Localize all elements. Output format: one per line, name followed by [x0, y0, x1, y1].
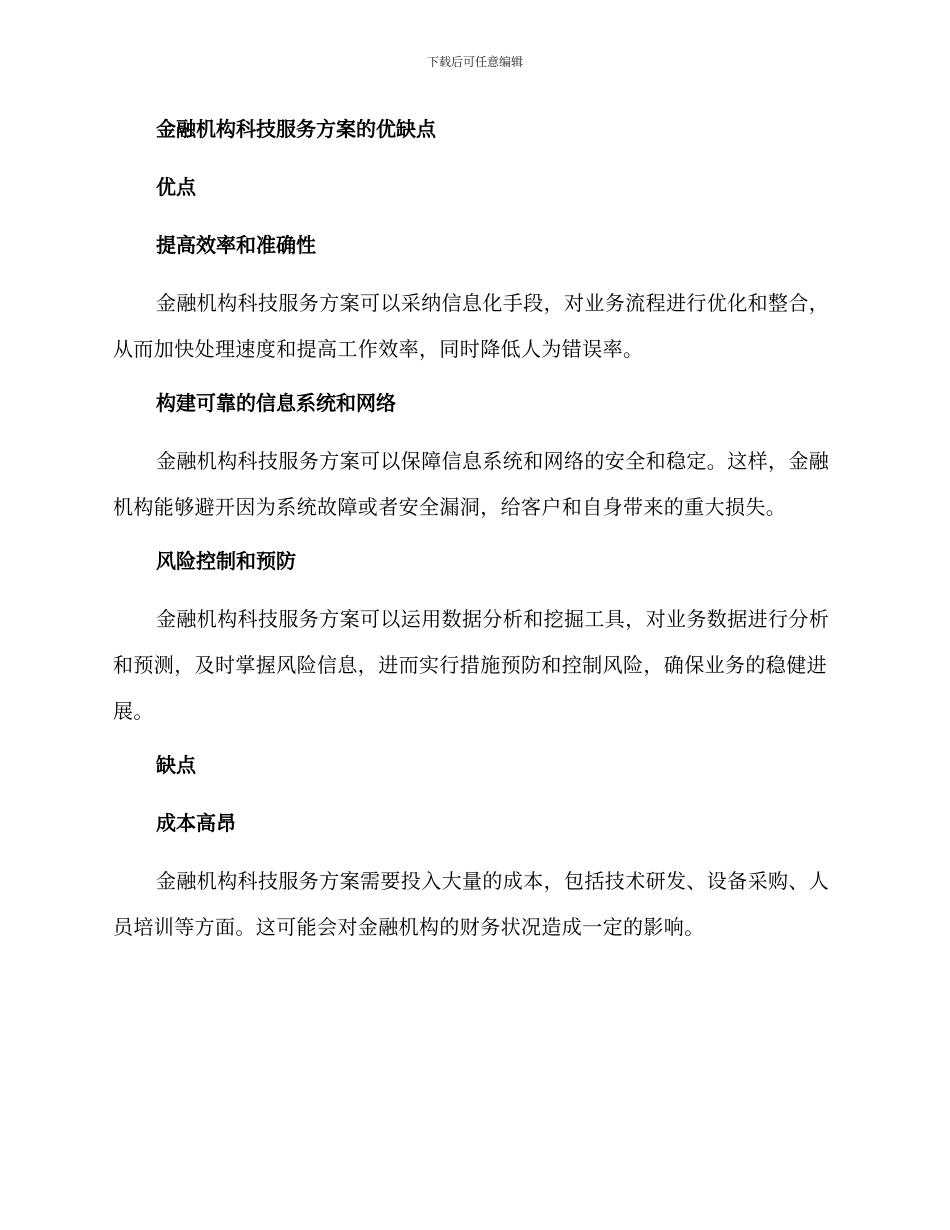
- document-body: [113, 114, 843, 966]
- paragraph: 金融机构科技服务方案可以保障信息系统和网络的安全和稳定。这样，金融机构能够避开因为系统故障或者安全漏洞，给客户和自身带来的重大损失。: [113, 449, 830, 519]
- paragraph: 金融机构科技服务方案需要投入大量的成本，包括技术研发、设备采购、人员培训等方面。这可能会对金融机构的财务状况造成一定的影响。: [113, 869, 830, 939]
- paragraph: 金融机构科技服务方案可以采纳信息化手段，对业务流程进行优化和整合，从而加快处理速度和提高工作效率，同时降低人为错误率。: [113, 291, 830, 361]
- subsection-heading: 提高效率和准确性: [156, 233, 316, 257]
- subsection-heading: 风险控制和预防: [156, 549, 296, 573]
- page-header-note: 下载后可任意编辑: [426, 55, 523, 69]
- section-heading-pros: 优点: [156, 175, 196, 199]
- document-title: 金融机构科技服务方案的优缺点: [156, 117, 436, 141]
- subsection-heading: 构建可靠的信息系统和网络: [156, 391, 396, 415]
- section-heading-cons: 缺点: [156, 753, 196, 777]
- paragraph: 金融机构科技服务方案可以运用数据分析和挖掘工具，对业务数据进行分析和预测，及时掌握风险信息，进而实行措施预防和控制风险，确保业务的稳健进展。: [113, 607, 830, 723]
- subsection-heading: 成本高昂: [156, 811, 236, 835]
